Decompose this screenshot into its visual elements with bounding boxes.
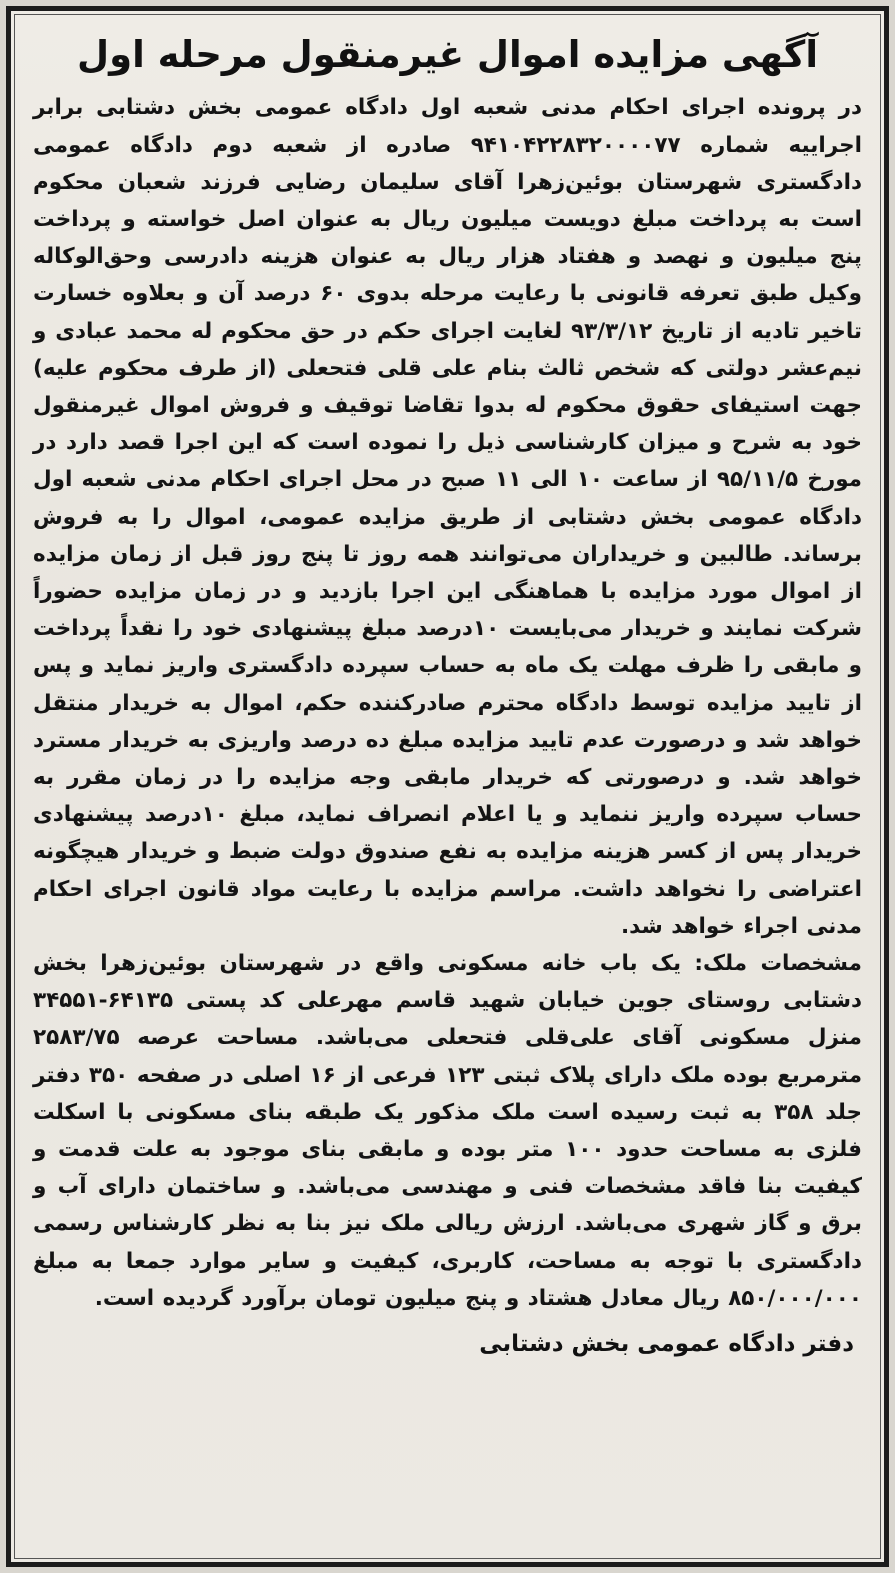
notice-title: آگهی مزایده اموال غیرمنقول مرحله اول [76,33,818,76]
notice-signature: دفتر دادگاه عمومی بخش دشتابی [479,1331,854,1358]
notice-paragraph-property-specs: مشخصات ملک: یک باب خانه مسکونی واقع در شهرستان بوئین‌زهرا بخش دشتابی روستای جوین خیابان شهید قاسم مهرعلی کد پستی ۶۴۱۳۵-۳۴۵۵۱ منزل مسکونی آقای علی‌قلی فتحعلی می‌باشد. مساحت عرصه ۲۵۸۳/۷۵ مترمربع بوده ملک دارای پلاک ثبتی ۱۲۳ فرعی از ۱۶ اصلی در صفحه ۳۵۰ دفتر جلد ۳۵۸ به ثبت رسیده است ملک مذکور یک طبقه بنای مسکونی با اسکلت فلزی به مساحت حدود ۱۰۰ متر بوده و مابقی بنای موجود به علت قدمت و کیفیت بنا فاقد مشخصات فنی و مهندسی می‌باشد. و ساختمان دارای آب و برق و گاز شهری می‌باشد. ارزش ریالی ملک نیز بنا به نظر کارشناس رسمی دادگستری با توجه به مساحت، کاربری، کیفیت و سایر موارد جمعا به مبلغ ۸۵۰/۰۰۰/۰۰۰ ریال معادل هشتاد و پنج میلیون تومان برآورد گردیده است. [33,951,863,1311]
notice-paragraph-auction-terms: در پرونده اجرای احکام مدنی شعبه اول دادگاه عمومی بخش دشتابی برابر اجراییه شماره ۹۴۱۰۴۲۲۸۳۲۰۰۰۰۷۷ صادره از شعبه دوم دادگاه عمومی دادگستری شهرستان بوئین‌زهرا آقای سلیمان رضایی فرزند شعبان محکوم است به پرداخت مبلغ دویست میلیون ریال به عنوان اصل خواسته و پرداخت پنج میلیون و نهصد و هفتاد هزار ریال به عنوان هزینه دادرسی وحق‌الوکاله وکیل طبق تعرفه قانونی با رعایت مرحله بدوی ۶۰ درصد آن و بعلاوه خسارت تاخیر تادیه از تاریخ ۹۳/۳/۱۲ لغایت اجرای حکم در حق محکوم له محمد عبادی و نیم‌عشر دولتی که شخص ثالث بنام علی قلی فتحعلی (از طرف محکوم علیه) جهت استیفای حقوق محکوم له بدوا تقاضا توقیف و فروش اموال غیرمنقول خود به شرح و میزان کارشناسی ذیل را نموده است که این اجرا قصد دارد در مورخ ۹۵/۱۱/۵ از ساعت ۱۰ الی ۱۱ صبح در محل اجرای احکام مدنی شعبه اول دادگاه عمومی بخش دشتابی از طریق مزایده عمومی، اموال را به فروش برساند. طالبین و خریداران می‌توانند همه روز تا پنج روز قبل از زمان مزایده از اموال مورد مزایده با هماهنگی این اجرا بازدید و در زمان مزایده حضوراً شرکت نمایند و خریدار می‌بایست ۱۰درصد مبلغ پیشنهادی خود را نقداً پرداخت و مابقی را ظرف مهلت یک ماه به حساب سپرده دادگستری واریز نماید و پس از تایید مزایده توسط دادگاه محترم صادرکننده حکم، اموال به خریدار منتقل خواهد شد و درصورت عدم تایید مزایده مبلغ ده درصد واریزی به خریدار مسترد خواهد شد. و درصورتی که خریدار مابقی وجه مزایده را در زمان مقرر به حساب سپرده واریز ننماید و یا اعلام انصراف نماید، مبلغ ۱۰درصد پیشنهادی خریدار پس از کسر هزینه مزایده به نفع صندوق دولت ضبط و خریدار هیچگونه اعتراضی را نخواهد داشت. مراسم مزایده با رعایت مواد قانون اجرای احکام مدنی اجراء خواهد شد. [33,95,862,939]
notice-clipping [6,6,889,1567]
notice-body [33,89,862,1317]
